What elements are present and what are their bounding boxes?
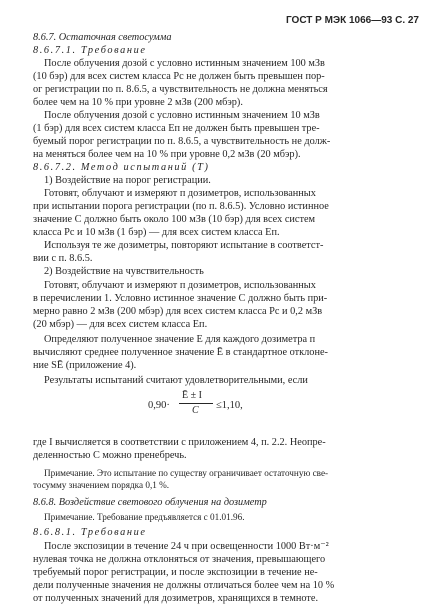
paragraph-line: вии с п. 8.6.5.: [33, 253, 93, 264]
paragraph-line: требуемый порог регистрации, и после экспозиции в течение не-: [33, 567, 318, 578]
paragraph-line: на меняться более чем на 10 % при уровне 0,2 мЗв (20 мбэр).: [33, 149, 301, 160]
paragraph-line: ог регистрации по п. 8.6.5, а чувствительность не должна меняться: [33, 84, 328, 95]
fraction-bar: [179, 403, 213, 404]
paragraph-line: Результаты испытаний считают удовлетворительными, если: [44, 375, 308, 386]
note-line: тосумму значением порядка 0,1 %.: [33, 480, 170, 490]
paragraph-line: при испытании порога регистрации (по п. 8.6.5). Условно истинное: [33, 201, 329, 212]
paragraph-line: где I вычисляется в соответствии с приложением 4, п. 2.2. Неопре-: [33, 437, 326, 448]
running-header: ГОСТ Р МЭК 1066—93 С. 27: [286, 15, 419, 26]
paragraph-line: от полученных значений для дозиметров, хранящихся в темноте.: [33, 593, 319, 604]
paragraph-line: Готовят, облучают и измеряют п дозиметров, использованных: [44, 188, 316, 199]
paragraph-line: более чем на 10 % при уровне 2 мЗв (200 мбэр).: [33, 97, 243, 108]
paragraph-line: класса Рс и 10 мЗв (1 бэр) — для всех систем класса Еп.: [33, 227, 280, 238]
paragraph-line: вычисляют среднее полученное значение Ē в стандартное отклоне-: [33, 347, 328, 358]
paragraph-line: После экспозиции в течение 24 ч при освещенности 1000 Вт·м⁻²: [44, 541, 329, 552]
formula-left: 0,90·: [148, 400, 170, 411]
paragraph-line: (10 бэр) для всех систем класса Рс не должен быть превышен пор-: [33, 71, 325, 82]
paragraph-line: буемый порог регистрации по п. 8.6.5, а чувствительность не долж-: [33, 136, 331, 147]
paragraph-line: дели полученные значения не должны отличаться более чем на 10 %: [33, 580, 335, 591]
note-line: Примечание. Это испытание по существу ограничивает остаточную све-: [44, 468, 329, 478]
subsection-heading-8-6-7-2: 8.6.7.2. Метод испытаний (Т): [33, 162, 210, 173]
paragraph-line: мерно равно 2 мЗв (200 мбэр) для всех систем класса Рс и 0,2 мЗв: [33, 306, 323, 317]
formula-numerator: Ē ± I: [182, 390, 202, 401]
formula-denominator: C: [192, 405, 199, 416]
paragraph-line: (20 мбэр) — для всех систем класса Еп.: [33, 319, 208, 330]
subsection-heading-8-6-8-1: 8.6.8.1. Требование: [33, 527, 147, 538]
paragraph-line: деленностью С можно пренебречь.: [33, 450, 187, 461]
paragraph-line: После облучения дозой с условно истинным значением 100 мЗв: [44, 58, 325, 69]
acceptance-formula: [148, 390, 278, 426]
section-heading-8-6-7: 8.6.7. Остаточная светосумма: [33, 32, 172, 43]
paragraph-line: нулевая точка не должна отклоняться от значения, превышающего: [33, 554, 326, 565]
paragraph-line: Определяют полученное значение Е для каждого дозиметра п: [44, 334, 316, 345]
paragraph-line: Готовят, облучают и измеряют п дозиметров, использованных: [44, 280, 316, 291]
paragraph-line: ние SĒ (приложение 4).: [33, 360, 137, 371]
paragraph-line: После облучения дозой с условно истинным значением 10 мЗв: [44, 110, 320, 121]
paragraph-line: (1 бэр) для всех систем класса Еп не должен быть превышен тре-: [33, 123, 320, 134]
subsection-heading-8-6-7-1: 8.6.7.1. Требование: [33, 45, 147, 56]
list-item-heading: 1) Воздействие на порог регистрации.: [44, 175, 211, 186]
paragraph-line: в перечислении 1. Условно истинное значение С должно быть при-: [33, 293, 328, 304]
paragraph-line: Используя те же дозиметры, повторяют испытание в соответст-: [44, 240, 324, 251]
paragraph-line: значение С должно быть около 100 мЗв (10 бэр) для всех систем: [33, 214, 316, 225]
formula-right: ≤1,10,: [216, 400, 243, 411]
note-line: Примечание. Требование предъявляется с 01.01.96.: [44, 512, 245, 522]
list-item-heading: 2) Воздействие на чувствительность: [44, 266, 204, 277]
section-heading-8-6-8: 8.6.8. Воздействие светового облучения на дозиметр: [33, 497, 267, 508]
